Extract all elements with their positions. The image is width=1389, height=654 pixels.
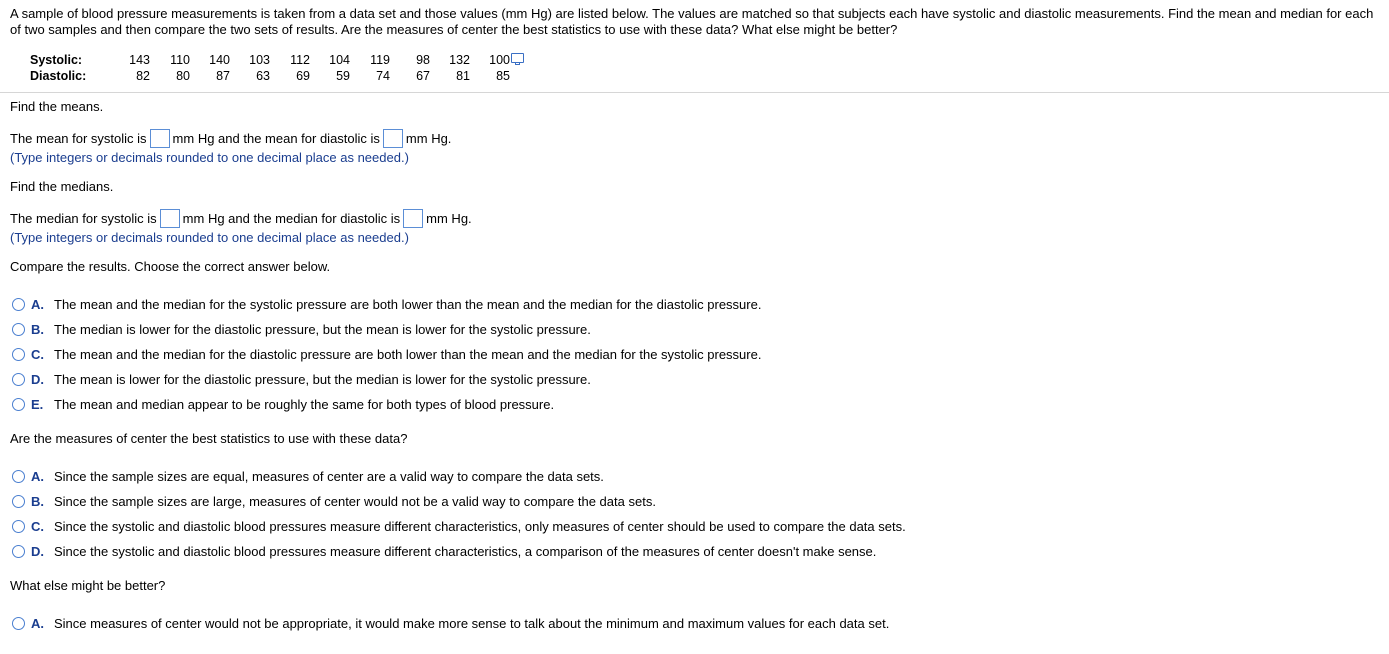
table-cell: 80: [176, 69, 190, 83]
question-intro: A sample of blood pressure measurements is taken from a data set and those values (mm Hg) are listed below. The values are matched so that subjects each have systolic and diastolic measurements. Find the mean and median for each of two samples and then compare the two sets of results. Are the measures of center the best statistics to use with these data? What else might be better?: [10, 6, 1374, 37]
section-divider: [0, 92, 1389, 93]
table-cell: 67: [416, 69, 430, 83]
radio-icon[interactable]: [12, 348, 25, 361]
table-cell: 103: [249, 53, 270, 67]
best-prompt: Are the measures of center the best statistics to use with these data?: [10, 431, 408, 446]
diastolic-median-input[interactable]: [403, 209, 423, 228]
compare-option-a[interactable]: A. The mean and the median for the systolic pressure are both lower than the mean and the median for the diastolic pressure.: [10, 296, 761, 314]
best-option-b[interactable]: B. Since the sample sizes are large, measures of center would not be a valid way to compare the data sets.: [10, 493, 656, 511]
table-cell: 82: [136, 69, 150, 83]
medians-text-2: mm Hg and the median for diastolic is: [182, 211, 401, 226]
diastolic-mean-input[interactable]: [383, 129, 403, 148]
medians-prompt: Find the medians.: [10, 179, 114, 194]
radio-icon[interactable]: [12, 520, 25, 533]
radio-icon[interactable]: [12, 617, 25, 630]
means-text-1: The mean for systolic is: [10, 131, 147, 146]
table-cell: 85: [496, 69, 510, 83]
else-option-a[interactable]: A. Since measures of center would not be appropriate, it would make more sense to talk about the minimum and maximum values for each data set.: [10, 615, 889, 633]
table-cell: 119: [370, 53, 390, 67]
means-hint: (Type integers or decimals rounded to one decimal place as needed.): [10, 150, 409, 165]
radio-icon[interactable]: [12, 398, 25, 411]
table-cell: 132: [449, 53, 470, 67]
compare-option-b[interactable]: B. The median is lower for the diastolic pressure, but the mean is lower for the systolic pressure.: [10, 321, 591, 339]
radio-icon[interactable]: [12, 495, 25, 508]
radio-icon[interactable]: [12, 470, 25, 483]
diastolic-label: Diastolic:: [30, 69, 87, 83]
means-prompt: Find the means.: [10, 99, 104, 114]
table-cell: 100: [489, 53, 510, 67]
compare-option-e[interactable]: E. The mean and median appear to be roughly the same for both types of blood pressure.: [10, 396, 554, 414]
table-cell: 63: [256, 69, 270, 83]
means-text-3: mm Hg.: [405, 131, 452, 146]
compare-prompt: Compare the results. Choose the correct answer below.: [10, 259, 331, 274]
copy-data-icon[interactable]: [511, 53, 524, 63]
systolic-label: Systolic:: [30, 53, 83, 67]
means-text-2: mm Hg and the mean for diastolic is: [172, 131, 380, 146]
systolic-mean-input[interactable]: [150, 129, 170, 148]
table-cell: 98: [416, 53, 430, 67]
means-sentence: [10, 129, 451, 148]
compare-option-d[interactable]: D. The mean is lower for the diastolic pressure, but the median is lower for the systolic pressure.: [10, 371, 591, 389]
medians-hint: (Type integers or decimals rounded to one decimal place as needed.): [10, 230, 409, 245]
table-cell: 69: [296, 69, 310, 83]
table-cell: 143: [129, 53, 150, 67]
table-cell: 59: [336, 69, 350, 83]
radio-icon[interactable]: [12, 298, 25, 311]
radio-icon[interactable]: [12, 545, 25, 558]
systolic-median-input[interactable]: [160, 209, 180, 228]
medians-text-3: mm Hg.: [426, 211, 472, 226]
radio-icon[interactable]: [12, 373, 25, 386]
else-prompt: What else might be better?: [10, 578, 166, 593]
data-table: [30, 52, 524, 84]
table-cell: 87: [216, 69, 230, 83]
best-option-c[interactable]: C. Since the systolic and diastolic blood pressures measure different characteristics, only measures of center should be used to compare the data sets.: [10, 518, 906, 536]
diastolic-row: [30, 68, 524, 84]
medians-text-1: The median for systolic is: [10, 211, 157, 226]
table-cell: 74: [376, 69, 390, 83]
radio-icon[interactable]: [12, 323, 25, 336]
table-cell: 104: [329, 53, 350, 67]
best-option-d[interactable]: D. Since the systolic and diastolic blood pressures measure different characteristics, a comparison of the measures of center doesn't make sense.: [10, 543, 876, 561]
table-cell: 140: [209, 53, 230, 67]
table-cell: 112: [290, 53, 310, 67]
medians-sentence: [10, 209, 472, 228]
systolic-row: [30, 52, 524, 68]
table-cell: 110: [170, 53, 190, 67]
compare-option-c[interactable]: C. The mean and the median for the diastolic pressure are both lower than the mean and the median for the systolic pressure.: [10, 346, 761, 364]
best-option-a[interactable]: A. Since the sample sizes are equal, measures of center are a valid way to compare the data sets.: [10, 468, 604, 486]
table-cell: 81: [456, 69, 470, 83]
